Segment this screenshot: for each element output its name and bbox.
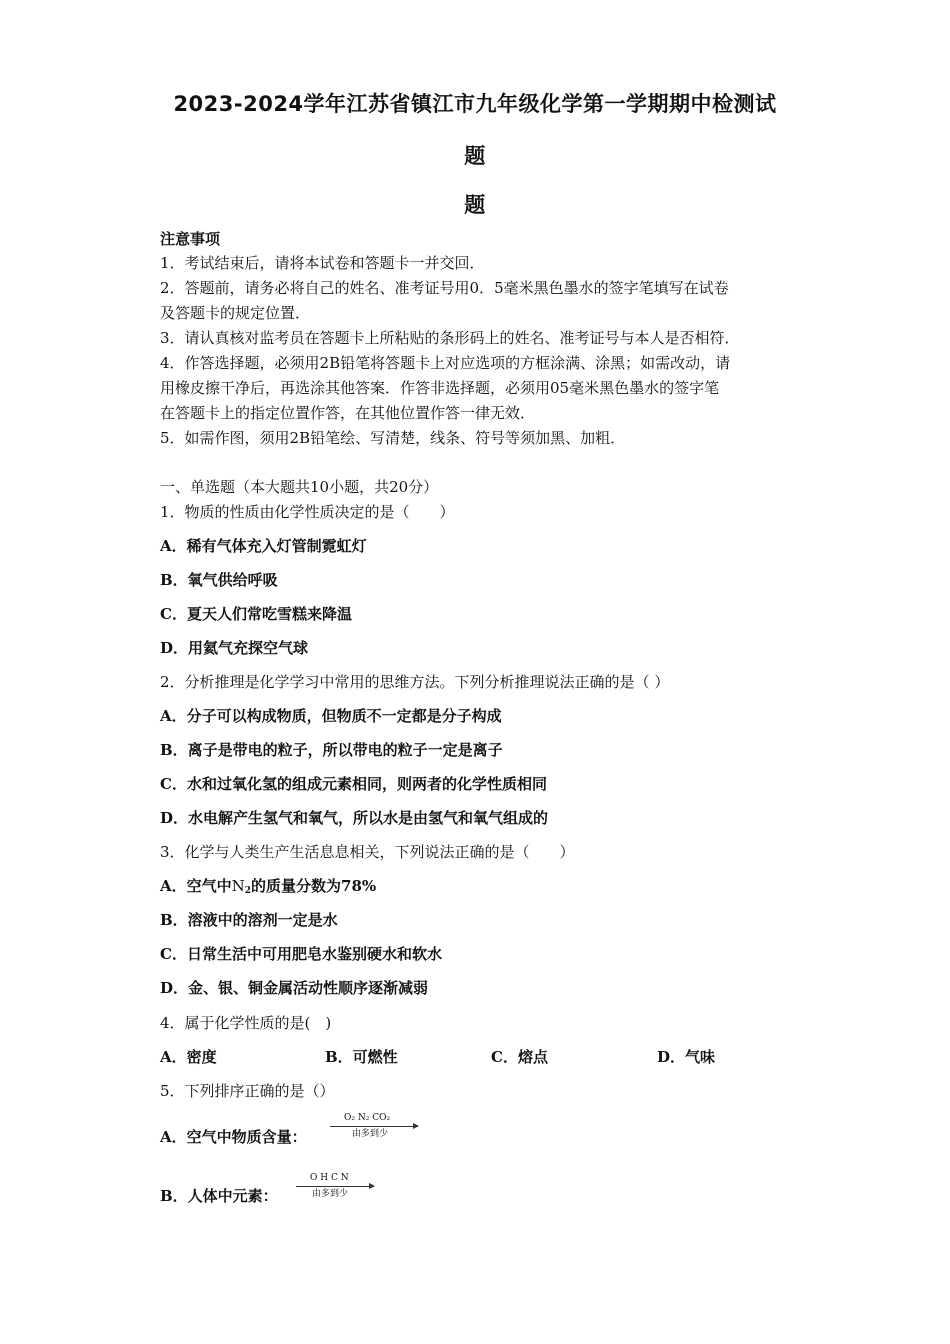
option-a-prefix: A．空气中 — [160, 877, 232, 895]
order-diagram-bottom-b: 由多到少 — [312, 1189, 349, 1199]
question-2-option-c: C．水和过氧化氢的组成元素相同，则两者的化学性质相同 — [160, 775, 547, 793]
notice-heading: 注意事项 — [160, 230, 221, 248]
order-arrow-icon — [296, 1186, 374, 1187]
question-5-option-a: A．空气中物质含量： — [160, 1128, 307, 1146]
question-4-option-d: D．气味 — [657, 1048, 716, 1066]
question-1-option-d: D．用氦气充探空气球 — [160, 639, 309, 657]
notice-item: 1．考试结束后，请将本试卷和答题卡一并交回． — [160, 254, 485, 272]
question-1-option-c: C．夏天人们常吃雪糕来降温 — [160, 605, 352, 623]
question-2-option-b: B．离子是带电的粒子，所以带电的粒子一定是离子 — [160, 741, 503, 759]
formula-subscript: 2 — [244, 886, 252, 896]
notice-item: 及答题卡的规定位置． — [160, 304, 311, 322]
notice-item: 在答题卡上的指定位置作答，在其他位置作答一律无效． — [160, 404, 536, 422]
order-diagram-bottom-a: 由多到少 — [352, 1129, 389, 1139]
section-heading: 一、单选题（本大题共10小题，共20分） — [160, 478, 439, 496]
order-arrow-icon — [330, 1126, 418, 1127]
chemical-formula: N — [231, 877, 245, 895]
question-1-stem: 1．物质的性质由化学性质决定的是（ ） — [160, 503, 455, 521]
question-2-option-d: D．水电解产生氢气和氧气，所以水是由氢气和氧气组成的 — [160, 809, 549, 827]
question-3-stem: 3．化学与人类生产生活息息相关，下列说法正确的是（ ） — [160, 843, 575, 861]
exam-title-line1: 2023-2024学年江苏省镇江市九年级化学第一学期期中检测试 — [173, 92, 777, 116]
order-diagram-top-b: O H C N — [310, 1173, 349, 1183]
exam-title-line2: 题 — [464, 144, 486, 168]
question-5-option-b: B．人体中元素： — [160, 1187, 278, 1205]
question-3-option-b: B．溶液中的溶剂一定是水 — [160, 911, 338, 929]
question-3-option-d: D．金、银、铜金属活动性顺序逐渐减弱 — [160, 979, 429, 997]
exam-title-line3: 题 — [464, 193, 486, 217]
question-1-option-b: B．氧气供给呼吸 — [160, 571, 278, 589]
order-diagram-top-a: O₂ N₂ CO₂ — [344, 1113, 391, 1123]
question-4-option-c: C．熔点 — [491, 1048, 548, 1066]
question-4-option-a: A．密度 — [160, 1048, 217, 1066]
notice-item: 3．请认真核对监考员在答题卡上所粘贴的条形码上的姓名、准考证号与本人是否相符． — [160, 329, 740, 347]
question-3-option-a — [160, 875, 376, 896]
notice-item: 5．如需作图，须用2B铅笔绘、写清楚，线条、符号等须加黑、加粗． — [160, 429, 626, 447]
notice-item: 用橡皮擦干净后，再选涂其他答案．作答非选择题，必须用05毫米黑色墨水的签字笔 — [160, 379, 720, 397]
question-1-option-a: A．稀有气体充入灯管制霓虹灯 — [160, 537, 367, 555]
notice-item: 4．作答选择题，必须用2B铅笔将答题卡上对应选项的方框涂满、涂黑；如需改动，请 — [160, 354, 731, 372]
option-a-suffix: 的质量分数为78% — [251, 877, 377, 895]
question-5-stem: 5．下列排序正确的是（） — [160, 1082, 335, 1100]
question-4-stem: 4．属于化学性质的是( ) — [160, 1014, 332, 1032]
question-2-stem: 2．分析推理是化学学习中常用的思维方法。下列分析推理说法正确的是（ ） — [160, 673, 670, 691]
question-3-option-c: C．日常生活中可用肥皂水鉴别硬水和软水 — [160, 945, 442, 963]
notice-item: 2．答题前，请务必将自己的姓名、准考证号用0．5毫米黑色墨水的签字笔填写在试卷 — [160, 279, 729, 297]
question-2-option-a: A．分子可以构成物质，但物质不一定都是分子构成 — [160, 707, 502, 725]
question-4-option-b: B．可燃性 — [325, 1048, 398, 1066]
